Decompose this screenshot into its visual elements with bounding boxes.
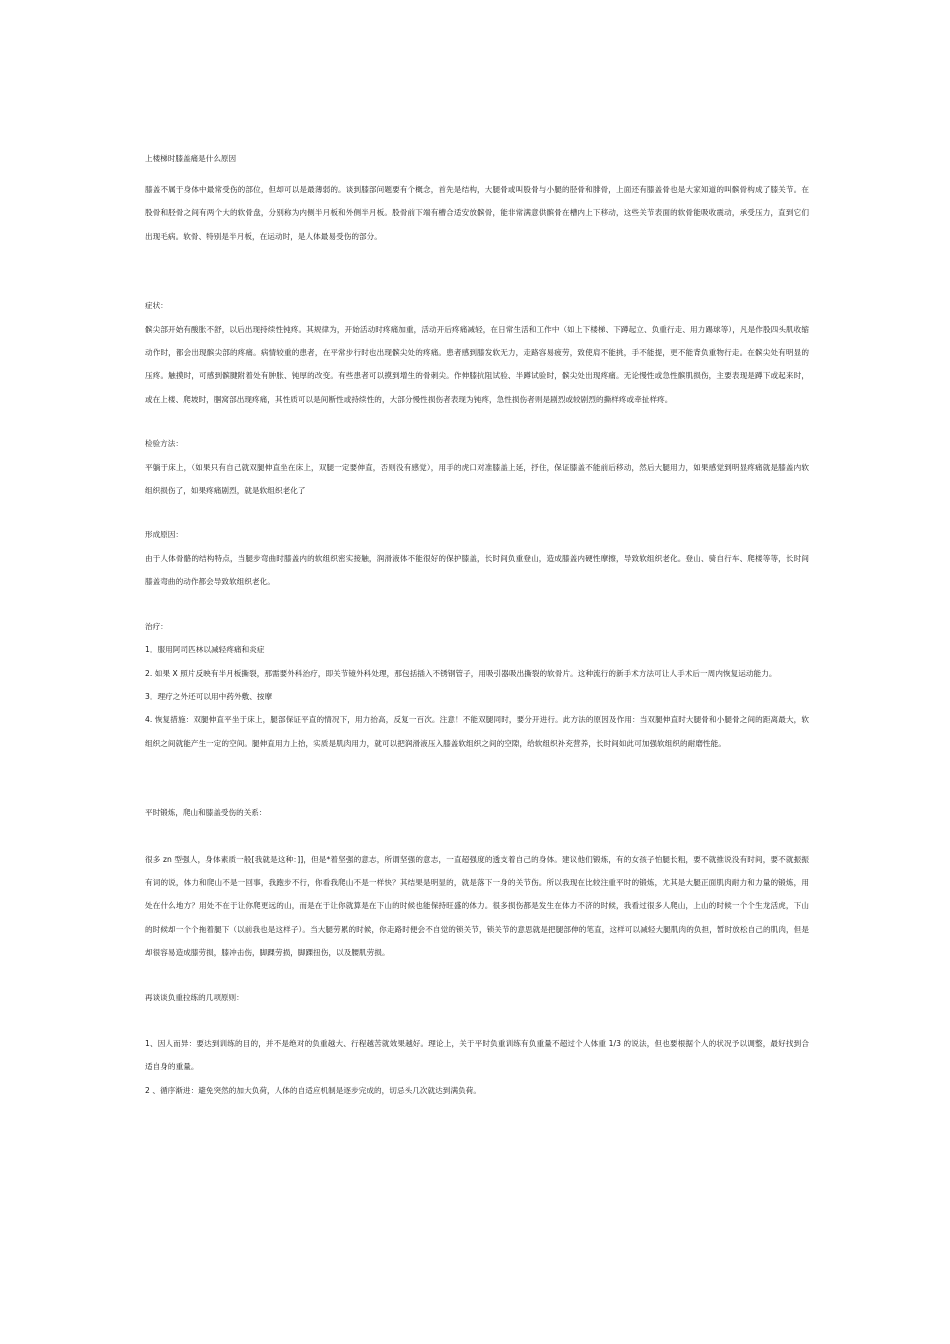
document-page: [145, 152, 809, 1102]
load-principle-item: 1、因人而异：要达到训练的目的，并不是绝对的负重越大、行程越苦就效果越好。理论上，关于平时负重训练有负重量不超过个人体重 1/3 的说法，但也要根据个人的状况予以调整，最好找到合适自身的重量。: [145, 1038, 809, 1072]
intro-paragraph: 膝盖不属于身体中最常受伤的部位，但却可以是最薄弱的。谈到膝部问题要有个概念，首先是结构，大腿骨或叫股骨与小腿的胫骨和腓骨，上面还有膝盖骨也是大家知道的叫髌骨构成了膝关节。在股骨和胫骨之间有两个大的软骨盘，分别称为内侧半月板和外侧半月板。股骨前下端有槽合适安放髌骨，能非常满意供髌骨在槽内上下移动，这些关节表面的软骨能吸收震动，承受压力，直到它们出现毛病。软骨、特别是半月板，在运动时，是人体最易受伤的部分。: [145, 185, 809, 241]
test-heading: 检验方法：: [145, 439, 183, 449]
treatment-item: 3．理疗之外还可以用中药外敷、按摩: [145, 691, 273, 701]
treatment-item: 4. 恢复措施：双腿伸直平坐于床上，腿部保证平直的情况下，用力抬高，反复一百次。注意！不能双腿同时，要分开进行。此方法的原因及作用：当双腿伸直时大腿骨和小腿骨之间的距离最大，软组织之间就能产生一定的空间。腿伸直用力上抬，实质是肌肉用力，就可以把润滑液压入膝盖软组织之间的空隙，给软组织补充营养，长时间如此可加强软组织的耐磨性能。: [145, 715, 809, 748]
load-heading: 再谈谈负重拉练的几项原则：: [145, 992, 244, 1002]
treatment-item: 1．服用阿司匹林以减轻疼痛和炎症: [145, 645, 265, 655]
symptoms-heading: 症状：: [145, 301, 168, 311]
test-paragraph: 平躺于床上，（如果只有自己就双腿伸直坐在床上，双腿一定要伸直，否则没有感觉），用手的虎口对准膝盖上延，抒住，保证膝盖不能前后移动，然后大腿用力，如果感觉到明显疼痛就是膝盖内软组织损伤了，如果疼痛剧烈，就是软组织老化了: [145, 462, 809, 496]
treatment-item: 2. 如果 X 照片反映有半月板撕裂，那需要外科治疗，即关节镜外科处理，那包括插入不锈钢管子，用吸引器吸出撕裂的软骨片。这种流行的新手术方法可让人手术后一周内恢复运动能力。: [145, 668, 777, 678]
relation-paragraph: 很多 zn 型强人，身体素质一般[我就是这种：]]，但是*着坚强的意志，所谓坚强的意志，一直超强度的透支着自己的身体。建议他们锻炼，有的女孩子怕腿长粗，要不就推说没有时间，要不就振振有词的说，体力和爬山不是一回事，我跑步不行，你看我爬山不是一样快？其结果是明显的，就是落下一身的关节伤。所以我现在比较注重平时的锻炼，尤其是大腿正面肌肉耐力和力量的锻炼，用处在什么地方？用处不在于让你爬更远的山，而是在于让你就算是在下山的时候也能保持旺盛的体力。很多损伤都是发生在体力不济的时候，我看过很多人爬山，上山的时候一个个生龙活虎，下山的时候却一个个拖着腿下（以前我也是这样子）。当大腿劳累的时候，你走路时便会不自觉的锁关节，锁关节的意思就是把腿部伸的笔直，这样可以减轻大腿肌肉的负担，暂时放松自己的肌肉，但是却很容易造成膝劳损，膝冲击伤，脚踝劳损，脚踝扭伤，以及腰肌劳损。: [145, 854, 809, 958]
symptoms-paragraph: 髌尖部开始有酸胀不舒，以后出现持续性钝疼。其规律为，开始活动时疼痛加重，活动开后疼痛减轻，在日常生活和工作中（如上下楼梯、下蹲起立、负重行走、用力踢球等），凡是作股四头肌收缩动作时，都会出现髌尖部的疼痛。病情较重的患者，在平常步行时也出现髌尖处的疼痛。患者感到膝发软无力，走路容易疲劳，致使肩不能挑，手不能提，更不能背负重物行走。在髌尖处有明显的压疼。触摸时，可感到髌腱附着处有肿胀、钝厚的改变。有些患者可以摸到增生的骨刺尖。作伸膝抗阻试验、半蹲试验时，髌尖处出现疼痛。无论慢性或急性髌肌损伤，主要表现是蹲下或起来时，或在上楼、爬坡时，腘窝部出现疼痛，其性质可以是间断性或持续性的，大部分慢性损伤者表现为钝疼，急性损伤者则是剧烈或较剧烈的撕样疼或牵扯样疼。: [145, 324, 809, 404]
cause-heading: 形成原因：: [145, 530, 183, 540]
document-title: 上楼梯时膝盖痛是什么原因: [145, 154, 237, 163]
load-principle-item: 2 、循序渐进：避免突然的加大负荷，人体的自适应机制是逐步完成的，切忌头几次就达到满负荷。: [145, 1085, 482, 1095]
cause-paragraph: 由于人体骨骼的结构特点，当腿步弯曲时膝盖内的软组织密实接触，润滑液体不能很好的保护膝盖，长时间负重登山，造成膝盖内硬性摩擦，导致软组织老化。登山、骑自行车、爬楼等等，长时间膝盖弯曲的动作都会导致软组织老化。: [145, 553, 809, 587]
relation-heading: 平时锻炼，爬山和膝盖受伤的关系：: [145, 808, 267, 818]
treatment-heading: 治疗：: [145, 621, 168, 631]
